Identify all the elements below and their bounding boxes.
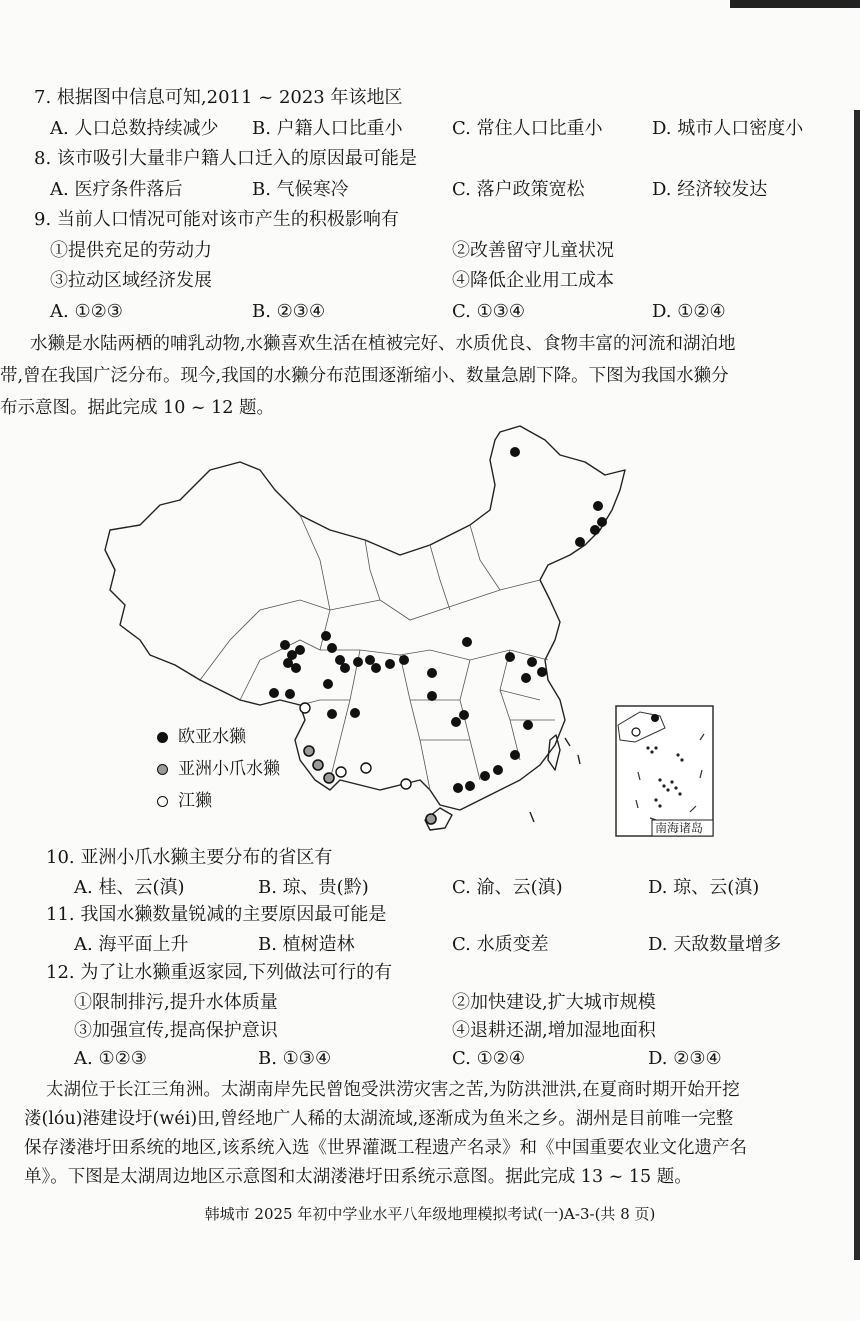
otter-distribution-map: [0, 420, 860, 845]
q11-option-a: A. 海平面上升: [74, 934, 189, 955]
asian-small-clawed-otter-point: [313, 760, 323, 770]
eurasian-otter-point: [451, 717, 461, 727]
eurasian-otter-point: [523, 720, 533, 730]
eurasian-otter-point: [427, 668, 437, 678]
eurasian-otter-point: [340, 663, 350, 673]
taihu-passage-line-1: 太湖位于长江三角洲。太湖南岸先民曾饱受洪涝灾害之苦,为防洪泄洪,在夏商时期开始开挖: [46, 1080, 740, 1100]
q9-item-1: ①提供充足的劳动力: [50, 240, 212, 261]
smooth-coated-otter-point: [336, 767, 346, 777]
eurasian-otter-point: [295, 645, 305, 655]
eurasian-otter-point: [480, 771, 490, 781]
asian-small-clawed-otter-points: [304, 746, 436, 824]
q11-option-b: B. 植树造林: [258, 934, 355, 955]
q7-option-c: C. 常住人口比重小: [452, 118, 603, 139]
legend-eurasian-otter-symbol: [157, 732, 168, 743]
q12-item-2: ②加快建设,扩大城市规模: [452, 992, 656, 1013]
q11-option-c: C. 水质变差: [452, 934, 549, 955]
eurasian-otter-point: [321, 631, 331, 641]
q8-option-c: C. 落户政策宽松: [452, 179, 585, 200]
q12-item-4: ④退耕还湖,增加湿地面积: [452, 1020, 656, 1041]
smooth-coated-otter-point: [300, 703, 310, 713]
q8-stem: 8. 该市吸引大量非户籍人口迁入的原因最可能是: [34, 148, 417, 169]
eurasian-otter-point: [365, 655, 375, 665]
q12-option-d: D. ②③④: [648, 1048, 722, 1069]
q9-item-4: ④降低企业用工成本: [452, 270, 614, 291]
south-china-sea-inset: [616, 706, 713, 836]
q9-option-b: B. ②③④: [252, 301, 326, 322]
q11-option-d: D. 天敌数量增多: [648, 934, 782, 955]
eurasian-otter-point: [510, 750, 520, 760]
legend-asian-small-clawed-otter-label: 亚洲小爪水獭: [178, 759, 280, 779]
inset-label: 南海诸岛: [655, 821, 704, 835]
q8-option-d: D. 经济较发达: [652, 179, 768, 200]
legend-smooth-coated-otter-label: 江獭: [178, 791, 212, 811]
q12-item-3: ③加强宣传,提高保护意识: [74, 1020, 278, 1041]
eurasian-otter-point: [291, 663, 301, 673]
eurasian-otter-point: [465, 781, 475, 791]
taihu-passage-line-2: 溇(lóu)港建设圩(wéi)田,曾经地广人稀的太湖流域,逐渐成为鱼米之乡。湖州是目前唯一完整: [24, 1109, 734, 1129]
q12-option-b: B. ①③④: [258, 1048, 332, 1069]
eurasian-otter-point: [280, 640, 290, 650]
q9-stem: 9. 当前人口情况可能对该市产生的积极影响有: [34, 209, 399, 230]
eurasian-otter-point: [427, 691, 437, 701]
eurasian-otter-point: [462, 637, 472, 647]
taihu-passage-line-4: 单》。下图是太湖周边地区示意图和太湖溇港圩田系统示意图。据此完成 13 ~ 15 题。: [24, 1167, 692, 1187]
eurasian-otter-point: [385, 659, 395, 669]
eurasian-otter-point: [350, 708, 360, 718]
q7-option-a: A. 人口总数持续减少: [50, 118, 219, 139]
legend-asian-small-clawed-otter-symbol: [157, 764, 168, 775]
asian-small-clawed-otter-point: [304, 746, 314, 756]
province-borders: [200, 515, 555, 790]
eurasian-otter-point: [537, 667, 547, 677]
legend-smooth-coated-otter: [157, 786, 212, 811]
eurasian-otter-point: [269, 688, 279, 698]
q7-option-b: B. 户籍人口比重小: [252, 118, 403, 139]
maritime-boundary-marks: [530, 738, 580, 822]
page-footer: 韩城市 2025 年初中学业水平八年级地理模拟考试(一)A-3-(共 8 页): [204, 1205, 656, 1223]
eurasian-otter-point: [399, 655, 409, 665]
eurasian-otter-point: [510, 447, 520, 457]
q9-option-d: D. ①②④: [652, 301, 726, 322]
q12-item-1: ①限制排污,提升水体质量: [74, 992, 278, 1013]
otter-passage-line-3: 布示意图。据此完成 10 ~ 12 题。: [0, 398, 274, 418]
eurasian-otter-point: [493, 765, 503, 775]
q8-option-b: B. 气候寒冷: [252, 179, 349, 200]
eurasian-otter-point: [327, 709, 337, 719]
q10-option-a: A. 桂、云(滇): [74, 877, 185, 898]
q12-stem: 12. 为了让水獭重返家园,下列做法可行的有: [46, 962, 393, 983]
otter-passage-line-2: 带,曾在我国广泛分布。现今,我国的水獭分布范围逐渐缩小、数量急剧下降。下图为我国水獭分: [0, 366, 729, 386]
eurasian-otter-point: [353, 657, 363, 667]
legend-asian-small-clawed-otter: [157, 754, 280, 779]
legend-eurasian-otter: [157, 722, 246, 747]
legend-eurasian-otter-label: 欧亚水獭: [178, 727, 246, 747]
q10-option-d: D. 琼、云(滇): [648, 877, 760, 898]
q12-option-a: A. ①②③: [74, 1048, 147, 1069]
q10-option-c: C. 渝、云(滇): [452, 877, 563, 898]
eurasian-otter-point: [459, 710, 469, 720]
q9-option-c: C. ①③④: [452, 301, 525, 322]
eurasian-otter-point: [593, 501, 603, 511]
legend-smooth-coated-otter-symbol: [157, 796, 168, 807]
smooth-coated-otter-point: [401, 779, 411, 789]
eurasian-otter-point: [327, 643, 337, 653]
q9-item-3: ③拉动区域经济发展: [50, 270, 212, 291]
scan-edge-top: [730, 0, 860, 8]
smooth-coated-otter-point: [361, 763, 371, 773]
eurasian-otter-point: [505, 652, 515, 662]
eurasian-otter-point: [521, 673, 531, 683]
q10-stem: 10. 亚洲小爪水獭主要分布的省区有: [46, 847, 333, 868]
eurasian-otter-point: [453, 783, 463, 793]
asian-small-clawed-otter-point: [324, 773, 334, 783]
q9-item-2: ②改善留守儿童状况: [452, 240, 614, 261]
q12-option-c: C. ①②④: [452, 1048, 525, 1069]
q8-option-a: A. 医疗条件落后: [50, 179, 183, 200]
asian-small-clawed-otter-point: [426, 814, 436, 824]
taihu-passage-line-3: 保存溇港圩田系统的地区,该系统入选《世界灌溉工程遗产名录》和《中国重要农业文化遗产名: [24, 1138, 748, 1158]
q9-option-a: A. ①②③: [50, 301, 123, 322]
eurasian-otter-point: [590, 525, 600, 535]
q7-option-d: D. 城市人口密度小: [652, 118, 804, 139]
q11-stem: 11. 我国水獭数量锐减的主要原因最可能是: [46, 904, 387, 925]
eurasian-otter-point: [323, 679, 333, 689]
q10-option-b: B. 琼、贵(黔): [258, 877, 369, 898]
eurasian-otter-point: [575, 537, 585, 547]
q7-stem: 7. 根据图中信息可知,2011 ~ 2023 年该地区: [34, 87, 403, 108]
eurasian-otter-point: [285, 689, 295, 699]
eurasian-otter-point: [371, 663, 381, 673]
eurasian-otter-point: [527, 657, 537, 667]
otter-passage-line-1: 水獭是水陆两栖的哺乳动物,水獭喜欢生活在植被完好、水质优良、食物丰富的河流和湖泊地: [30, 334, 736, 354]
eurasian-otter-point: [597, 517, 607, 527]
